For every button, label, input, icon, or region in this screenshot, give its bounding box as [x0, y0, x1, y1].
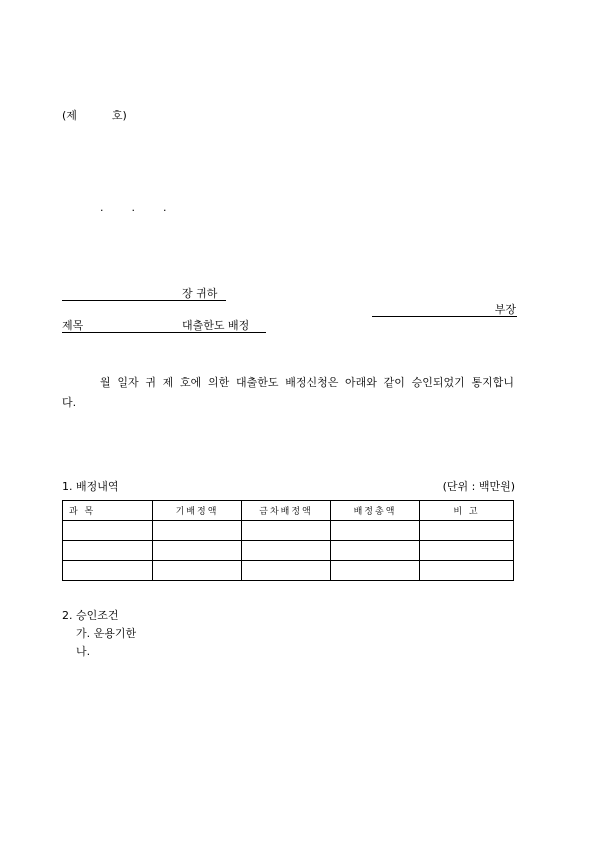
table-cell — [242, 521, 331, 541]
table-cell — [331, 541, 420, 561]
table-row — [63, 521, 514, 541]
table-cell — [420, 561, 514, 581]
subject-row — [62, 319, 272, 333]
table-cell — [242, 541, 331, 561]
subject-label: 제목 — [62, 319, 84, 332]
table-cell — [63, 521, 153, 541]
column-header-previous-allocation: 기배정액 — [153, 501, 242, 521]
table-cell — [242, 561, 331, 581]
recipient-row — [62, 287, 232, 301]
section-heading-allocation: 1. 배정내역 — [62, 480, 119, 493]
recipient-label: 장 귀하 — [182, 287, 218, 300]
table-row — [63, 561, 514, 581]
allocation-table — [62, 500, 514, 581]
table-cell — [63, 561, 153, 581]
table-cell — [331, 561, 420, 581]
table-cell — [153, 541, 242, 561]
condition-item-operating-period: 가. 운용기한 — [76, 627, 137, 640]
table-cell — [420, 521, 514, 541]
table-cell — [153, 521, 242, 541]
table-cell — [420, 541, 514, 561]
condition-item-second: 나. — [76, 645, 91, 658]
date-line: . . . — [100, 201, 167, 214]
table-header-row — [63, 501, 514, 521]
table-cell — [331, 521, 420, 541]
sender-row — [372, 303, 518, 317]
column-header-total-allocation: 배정총액 — [331, 501, 420, 521]
column-header-current-allocation: 금차배정액 — [242, 501, 331, 521]
body-paragraph: 월 일자 귀 제 호에 의한 대출한도 배정신청은 아래와 같이 승인되었기 통지합니다. — [62, 376, 514, 409]
subject-value: 대출한도 배정 — [182, 319, 250, 332]
table-row — [63, 541, 514, 561]
section-heading-conditions: 2. 승인조건 — [62, 609, 119, 622]
column-header-subject: 과 목 — [63, 501, 153, 521]
table-cell — [63, 541, 153, 561]
sender-label: 부장 — [494, 303, 516, 316]
table-cell — [153, 561, 242, 581]
column-header-remarks: 비 고 — [420, 501, 514, 521]
document-number: (제 호) — [62, 109, 127, 122]
unit-note: (단위 : 백만원) — [442, 480, 515, 493]
